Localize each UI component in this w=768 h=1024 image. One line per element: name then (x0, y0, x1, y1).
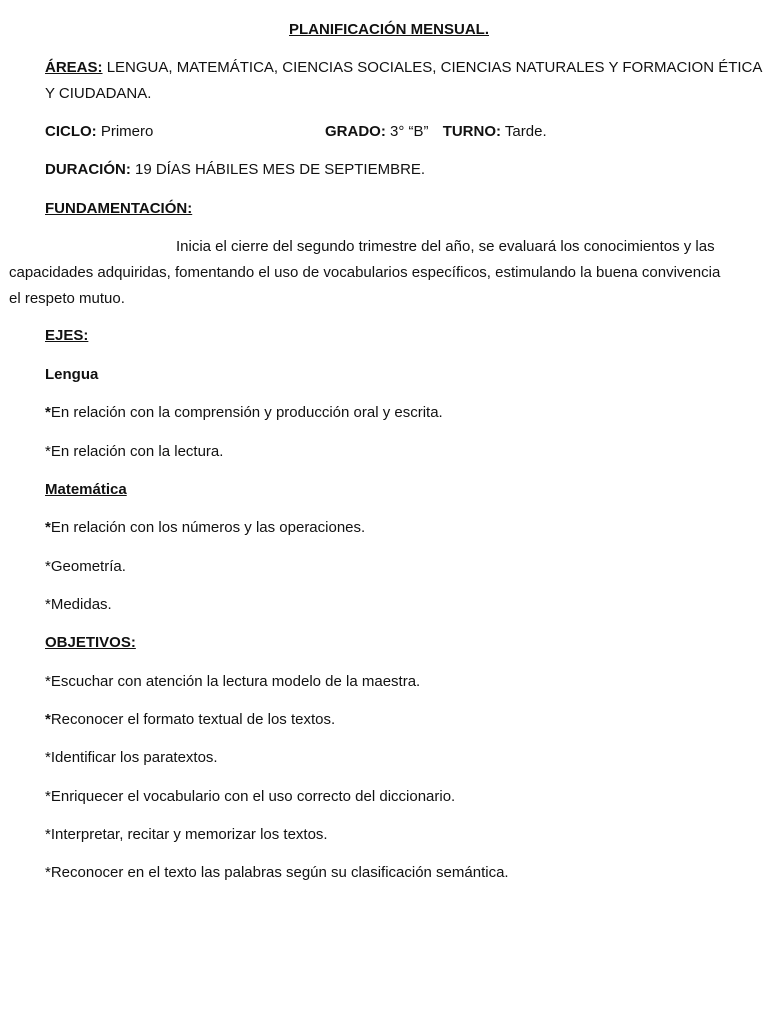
ejes-heading: EJES: (45, 327, 89, 344)
list-item-text: Identificar los paratextos. (50, 749, 218, 766)
lengua-item-2 (45, 442, 223, 462)
list-item-text: En relación con la comprensión y producción oral y escrita. (50, 404, 443, 421)
ciclo-field (45, 122, 153, 142)
areas-label: ÁREAS: (45, 59, 103, 76)
lengua-heading: Lengua (45, 366, 99, 383)
fundamentacion-heading: FUNDAMENTACIÓN: (45, 200, 193, 217)
star-marker: * (45, 519, 51, 536)
list-item-text: Geometría. (50, 558, 126, 575)
areas-line-1 (45, 58, 762, 78)
objetivo-item-1 (45, 672, 420, 692)
grado-value: 3° “B” (390, 123, 429, 140)
objetivo-item-2 (45, 710, 335, 730)
duracion-label: DURACIÓN: (45, 161, 131, 178)
star-marker: * (45, 404, 51, 421)
list-item-text: Medidas. (50, 596, 112, 613)
star-marker: * (45, 443, 51, 460)
star-marker: * (45, 596, 51, 613)
list-item-text: Reconocer en el texto las palabras según su clasificación semántica. (50, 864, 509, 881)
objetivo-item-4 (45, 787, 455, 807)
ciclo-label: CICLO: (45, 123, 97, 140)
turno-value: Tarde. (504, 123, 547, 140)
objetivo-item-6 (45, 863, 509, 883)
objetivo-item-3 (45, 748, 218, 768)
duracion-field (45, 160, 425, 180)
fundamentacion-line-2: capacidades adquiridas, fomentando el uso de vocabularios específicos, estimulando la buena convivencia (9, 264, 721, 281)
list-item-text: Enriquecer el vocabulario con el uso correcto del diccionario. (50, 788, 456, 805)
list-item-text: Interpretar, recitar y memorizar los textos. (50, 826, 328, 843)
star-marker: * (45, 826, 51, 843)
star-marker: * (45, 864, 51, 881)
list-item-text: En relación con la lectura. (50, 443, 224, 460)
objetivos-heading: OBJETIVOS: (45, 634, 136, 651)
matematica-item-2 (45, 557, 126, 577)
areas-line-2: Y CIUDADANA. (45, 85, 152, 102)
turno-label: TURNO: (442, 123, 502, 140)
star-marker: * (45, 558, 51, 575)
matematica-heading: Matemática (45, 481, 127, 498)
page-title: PLANIFICACIÓN MENSUAL. (289, 21, 489, 38)
areas-value-1: LENGUA, MATEMÁTICA, CIENCIAS SOCIALES, CIENCIAS NATURALES Y FORMACION ÉTICA (106, 59, 763, 76)
objetivo-item-5 (45, 825, 328, 845)
list-item-text: En relación con los números y las operaciones. (50, 519, 366, 536)
fundamentacion-line-1: Inicia el cierre del segundo trimestre del año, se evaluará los conocimientos y las (176, 238, 715, 255)
list-item-text: Escuchar con atención la lectura modelo de la maestra. (50, 673, 421, 690)
lengua-item-1 (45, 403, 443, 423)
star-marker: * (45, 749, 51, 766)
grado-label: GRADO: (325, 123, 386, 140)
matematica-item-3 (45, 595, 112, 615)
star-marker: * (45, 673, 51, 690)
star-marker: * (45, 711, 51, 728)
list-item-text: Reconocer el formato textual de los textos. (50, 711, 336, 728)
duracion-value: 19 DÍAS HÁBILES MES DE SEPTIEMBRE. (135, 161, 426, 178)
grado-turno-field (325, 122, 547, 142)
ciclo-value: Primero (100, 123, 154, 140)
matematica-item-1 (45, 518, 365, 538)
star-marker: * (45, 788, 51, 805)
fundamentacion-line-3: el respeto mutuo. (9, 290, 125, 307)
